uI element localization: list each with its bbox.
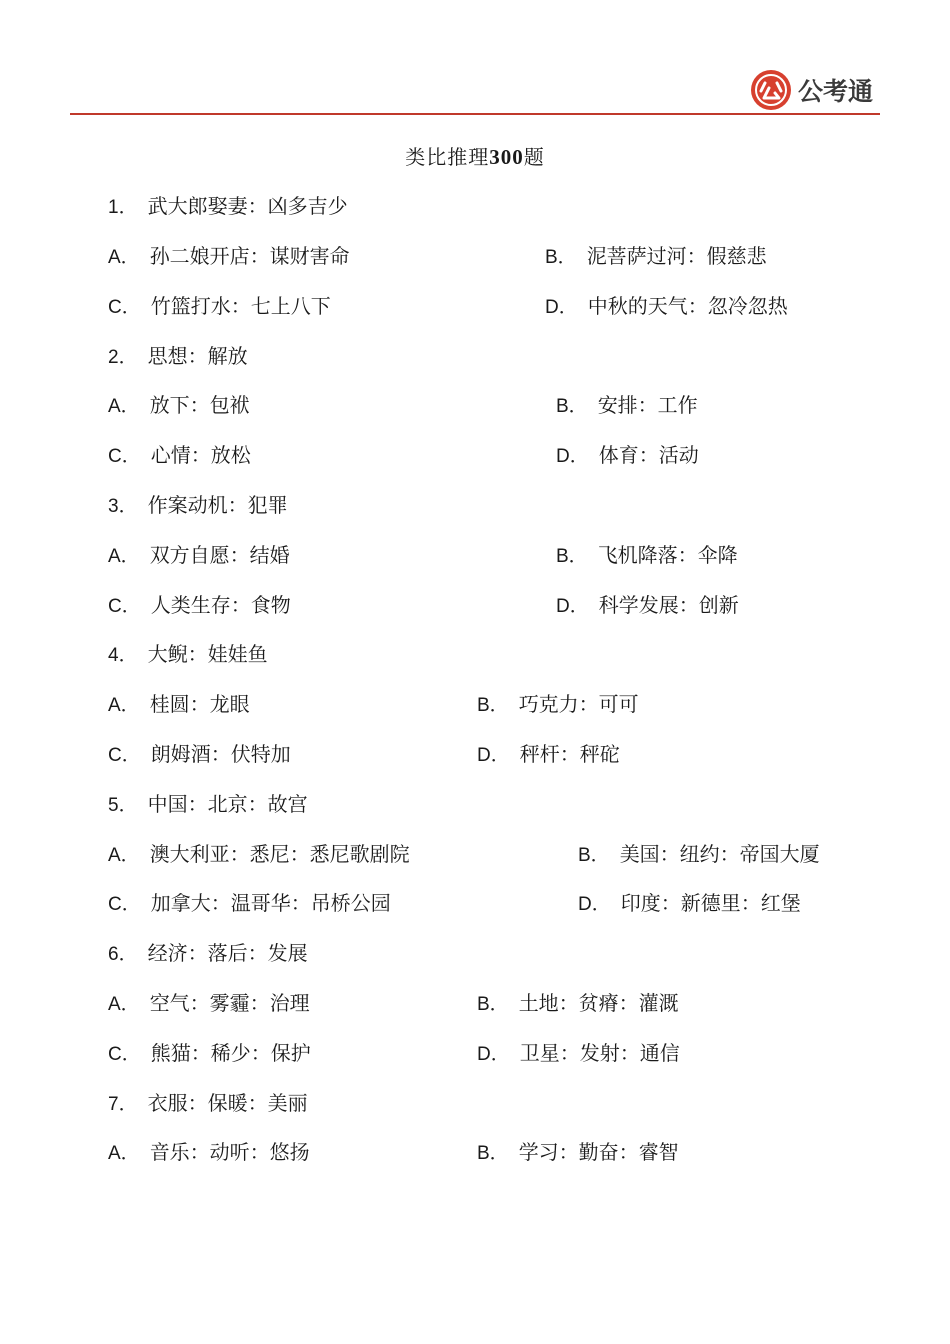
option-c: C． 竹篮打水：七上八下 <box>108 294 331 318</box>
option-c: C． 熊猫：稀少：保护 <box>108 1041 311 1065</box>
question-stem: 4． 大鲵：娃娃鱼 <box>108 642 268 666</box>
option-a: A． 孙二娘开店：谋财害命 <box>108 244 350 268</box>
logo-text: 公考通 <box>798 77 874 106</box>
option-b: B． 泥菩萨过河：假慈悲 <box>545 244 767 268</box>
option-d: D． 秤杆：秤砣 <box>477 742 620 766</box>
brand-logo <box>750 68 873 112</box>
option-b: B． 学习：勤奋：睿智 <box>477 1140 679 1164</box>
option-d: D． 印度：新德里：红堡 <box>578 891 801 915</box>
option-b: B． 飞机降落：伞降 <box>556 543 738 567</box>
option-d: D． 体育：活动 <box>556 443 699 467</box>
header-divider <box>70 113 880 115</box>
option-a: A． 音乐：动听：悠扬 <box>108 1140 310 1164</box>
option-a: A． 澳大利亚：悉尼：悉尼歌剧院 <box>108 842 410 866</box>
option-a: A． 双方自愿：结婚 <box>108 543 290 567</box>
option-b: B． 土地：贫瘠：灌溉 <box>477 991 679 1015</box>
option-a: A． 桂圆：龙眼 <box>108 692 250 716</box>
question-stem: 1． 武大郎娶妻：凶多吉少 <box>108 194 348 218</box>
question-stem: 3． 作案动机：犯罪 <box>108 493 288 517</box>
option-c: C． 人类生存：食物 <box>108 593 291 617</box>
option-c: C． 心情：放松 <box>108 443 251 467</box>
option-c: C． 加拿大：温哥华：吊桥公园 <box>108 891 391 915</box>
option-d: D． 卫星：发射：通信 <box>477 1041 680 1065</box>
option-b: B． 巧克力：可可 <box>477 692 639 716</box>
option-d: D． 中秋的天气：忽冷忽热 <box>545 294 788 318</box>
logo-badge-icon <box>750 69 792 111</box>
page-title: 类比推理300题 <box>405 145 545 169</box>
option-a: A． 放下：包袱 <box>108 393 250 417</box>
question-stem: 2． 思想：解放 <box>108 344 248 368</box>
option-d: D． 科学发展：创新 <box>556 593 739 617</box>
question-stem: 5． 中国：北京：故宫 <box>108 792 308 816</box>
option-c: C． 朗姆酒：伏特加 <box>108 742 291 766</box>
question-stem: 7． 衣服：保暖：美丽 <box>108 1091 308 1115</box>
option-b: B． 安排：工作 <box>556 393 698 417</box>
question-stem: 6． 经济：落后：发展 <box>108 941 308 965</box>
option-a: A． 空气：雾霾：治理 <box>108 991 310 1015</box>
option-b: B． 美国：纽约：帝国大厦 <box>578 842 820 866</box>
